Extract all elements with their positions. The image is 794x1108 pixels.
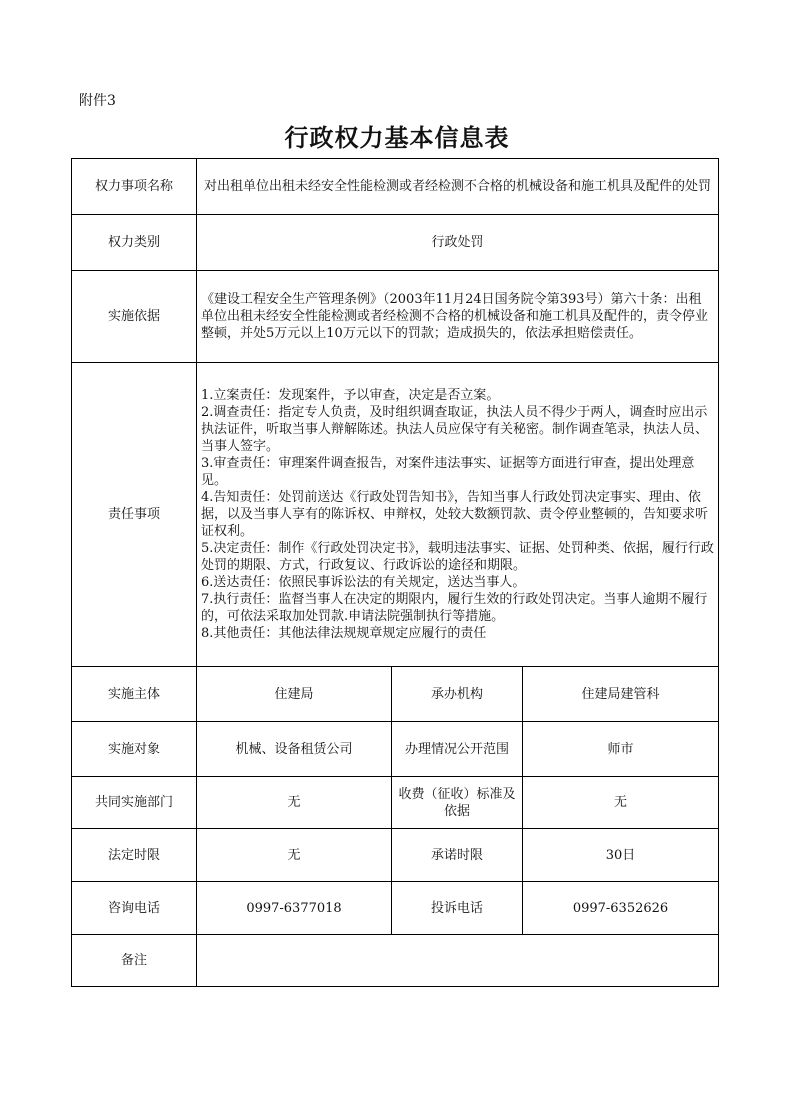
row-subject [72,667,719,722]
promised-limit-label: 承诺时限 [392,829,523,882]
disclosure-label: 办理情况公开范围 [392,722,523,777]
row-basis [72,271,719,363]
remark-value [197,935,719,987]
subject-label: 实施主体 [72,667,197,722]
duty-item: 4.告知责任：处罚前送达《行政处罚告知书》，告知当事人行政处罚决定事实、理由、依据，以及当事人享有的陈诉权、申辩权，处较大数额罚款、责令停业整顿的，告知要求听证权利。 [201,490,709,539]
row-joint [72,777,719,829]
duties-label: 责任事项 [72,363,197,667]
disclosure-value: 师市 [523,722,719,777]
fee-label: 收费（征收）标准及依据 [392,777,523,829]
remark-label: 备注 [72,935,197,987]
row-phone [72,882,719,935]
item-name-value: 对出租单位出租未经安全性能检测或者经检测不合格的机械设备和施工机具及配件的处罚 [197,159,719,215]
attachment-label: 附件3 [79,93,116,109]
duty-item: 2.调查责任：指定专人负责，及时组织调查取证，执法人员不得少于两人，调查时应出示执法证件，听取当事人辩解陈述。执法人员应保守有关秘密。制作调查笔录，执法人员、当事人签字。 [201,405,709,454]
info-table [71,158,719,987]
duty-item: 7.执行责任：监督当事人在决定的期限内，履行生效的行政处罚决定。当事人逾期不履行的，可依法采取加处罚款.申请法院强制执行等措施。 [201,592,708,624]
complaint-phone-label: 投诉电话 [392,882,523,935]
category-label: 权力类别 [72,215,197,271]
basis-value: 《建设工程安全生产管理条例》（2003年11月24日国务院令第393号）第六十条：出租单位出租未经安全性能检测或者经检测不合格的机械设备和施工机具及配件的，责令停业整顿，并处5万元以上10万元以下的罚款；造成损失的，依法承担赔偿责任。 [197,271,719,363]
duty-item: 8.其他责任：其他法律法规规章规定应履行的责任 [201,626,487,641]
page-title: 行政权力基本信息表 [284,123,510,152]
row-remark [72,935,719,987]
row-item-name [72,159,719,215]
row-category [72,215,719,271]
target-value: 机械、设备租赁公司 [197,722,392,777]
duty-item: 3.审查责任：审理案件调查报告，对案件违法事实、证据等方面进行审查，提出处理意见。 [201,456,695,488]
duty-item: 5.决定责任：制作《行政处罚决定书》，载明违法事实、证据、处罚种类、依据，履行行政处罚的期限、方式，行政复议、行政诉讼的途径和期限。 [201,541,714,573]
legal-limit-label: 法定时限 [72,829,197,882]
category-value: 行政处罚 [197,215,719,271]
complaint-phone-value: 0997-6352626 [523,882,719,935]
duty-item: 6.送达责任：依照民事诉讼法的有关规定，送达当事人。 [201,575,526,590]
consult-phone-label: 咨询电话 [72,882,197,935]
office-value: 住建局建管科 [523,667,719,722]
office-label: 承办机构 [392,667,523,722]
row-limit [72,829,719,882]
row-duties [72,363,719,667]
joint-value: 无 [197,777,392,829]
target-label: 实施对象 [72,722,197,777]
row-target [72,722,719,777]
joint-label: 共同实施部门 [72,777,197,829]
basis-label: 实施依据 [72,271,197,363]
fee-value: 无 [523,777,719,829]
legal-limit-value: 无 [197,829,392,882]
duties-list [197,363,719,667]
item-name-label: 权力事项名称 [72,159,197,215]
duty-item: 1.立案责任：发现案件，予以审查，决定是否立案。 [201,388,500,403]
subject-value: 住建局 [197,667,392,722]
consult-phone-value: 0997-6377018 [197,882,392,935]
promised-limit-value: 30日 [523,829,719,882]
